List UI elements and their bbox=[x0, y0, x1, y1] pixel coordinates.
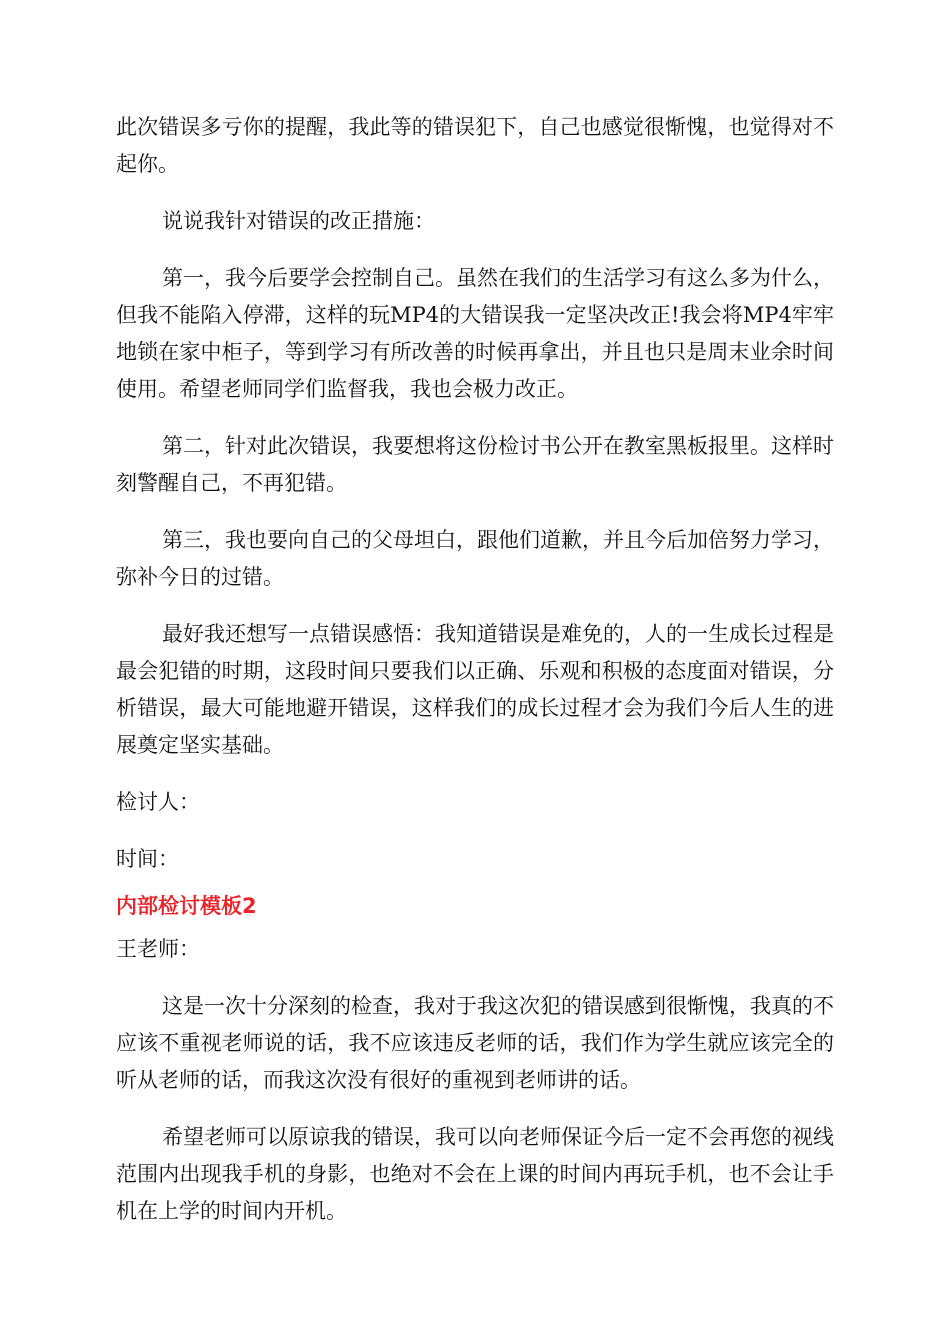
paragraph-reflection: 最好我还想写一点错误感悟：我知道错误是难免的，人的一生成长过程是最会犯错的时期，这段时间只要我们以正确、乐观和积极的态度面对错误，分析错误，最大可能地避开错误，这样我们的成长过程才会为我们今后人生的进展奠定坚实基础。 bbox=[116, 622, 834, 757]
section-heading: 内部检讨模板2 bbox=[116, 894, 257, 918]
document-page bbox=[116, 109, 834, 1250]
paragraph-measure-3: 第三，我也要向自己的父母坦白，跟他们道歉，并且今后加倍努力学习，弥补今日的过错。 bbox=[116, 528, 834, 589]
paragraph-measure-1: 第一，我今后要学会控制自己。虽然在我们的生活学习有这么多为什么，但我不能陷入停滞，这样的玩MP4的大错误我一定坚决改正!我会将MP4牢牢地锁在家中柜子，等到学习有所改善的时候再拿出，并且也只是周末业余时间使用。希望老师同学们监督我，我也会极力改正。 bbox=[116, 266, 834, 401]
time-label: 时间： bbox=[116, 847, 179, 871]
paragraph-measures-intro: 说说我针对错误的改正措施： bbox=[162, 209, 435, 233]
salutation: 王老师： bbox=[116, 937, 200, 961]
paragraph-apology-intro: 此次错误多亏你的提醒，我此等的错误犯下，自己也感觉很惭愧，也觉得对不起你。 bbox=[116, 115, 834, 176]
paragraph-letter-1: 这是一次十分深刻的检查，我对于我这次犯的错误感到很惭愧，我真的不应该不重视老师说的话，我不应该违反老师的话，我们作为学生就应该完全的听从老师的话，而我这次没有很好的重视到老师讲的话。 bbox=[116, 994, 834, 1092]
paragraph-letter-2: 希望老师可以原谅我的错误，我可以向老师保证今后一定不会再您的视线范围内出现我手机的身影，也绝对不会在上课的时间内再玩手机，也不会让手机在上学的时间内开机。 bbox=[116, 1125, 834, 1223]
signer-label: 检讨人： bbox=[116, 790, 200, 814]
paragraph-measure-2: 第二，针对此次错误，我要想将这份检讨书公开在教室黑板报里。这样时刻警醒自己，不再犯错。 bbox=[116, 434, 834, 495]
